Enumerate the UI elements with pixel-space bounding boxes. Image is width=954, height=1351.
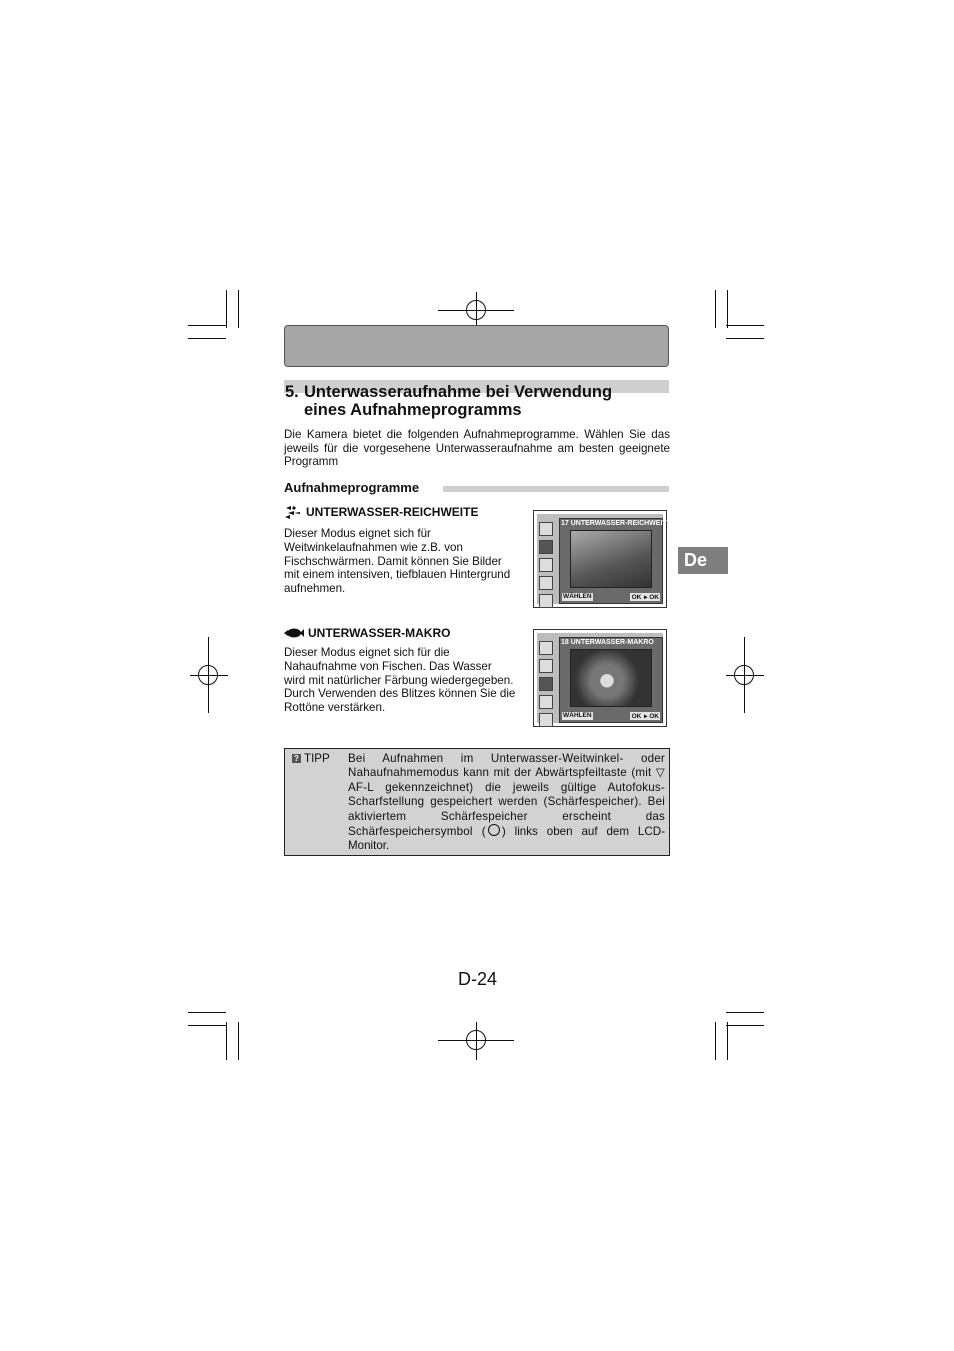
lcd-screenshot-makro: 18 UNTERWASSER-MAKRO WÄHLEN OK ▸ OK	[533, 629, 667, 727]
tip-label-text: TIPP	[304, 752, 330, 765]
tip-label	[292, 752, 330, 765]
title-line-2: eines Aufnahmeprogramms	[304, 401, 522, 419]
lcd-screenshot-reichweite: 17 UNTERWASSER-REICHWEITE WÄHLEN OK ▸ OK	[533, 510, 667, 608]
tip-text	[348, 752, 665, 854]
lcd-ok-button: OK	[649, 594, 659, 601]
lcd-ok-hint: OK	[631, 594, 642, 601]
fish-icon	[284, 627, 304, 639]
mode-title-reichweite	[284, 505, 478, 519]
fish-school-icon	[284, 505, 302, 519]
page-number: D-24	[458, 969, 498, 989]
tip-text-part2b: ) links oben auf dem LCD-Monitor.	[348, 825, 665, 853]
tip-text-part2a: Bei aktiviertem Schärfespeicher erscheint das Schärfespeichersymbol (	[348, 795, 665, 839]
lcd-number: 18	[561, 639, 569, 646]
lcd-label: UNTERWASSER-MAKRO	[570, 639, 654, 646]
mode-title-text: UNTERWASSER-MAKRO	[308, 626, 451, 640]
lcd-number: 17	[561, 520, 569, 527]
question-icon: ?	[292, 754, 301, 763]
mode-title-makro	[284, 626, 450, 640]
section-number: 5.	[285, 383, 299, 401]
clownfish-photo	[570, 649, 652, 707]
subheading: Aufnahmeprogramme	[284, 480, 420, 495]
language-tab	[678, 547, 728, 574]
mode-description: Dieser Modus eignet sich für die Nahaufnahme von Fischen. Das Wasser wird mit natürlicher Färbung wiedergegeben. Durch Verwenden des Blitzes können Sie die Rottöne verstärken.	[284, 646, 516, 715]
lcd-ok-button: OK	[649, 713, 659, 720]
mode-description: Dieser Modus eignet sich für Weitwinkelaufnahmen wie z.B. von Fischschwärmen. Damit können Sie Bilder mit einem intensiven, tiefblauen Hintergrund aufnehmen.	[284, 527, 511, 596]
lcd-label: UNTERWASSER-REICHWEITE	[570, 520, 672, 527]
fish-school-photo	[570, 530, 652, 588]
language-tab-label: De	[684, 550, 708, 570]
title-line-1: Unterwasseraufnahme bei Verwendung	[304, 383, 613, 401]
lcd-menu-icons	[539, 641, 555, 731]
lcd-select-hint: WÄHLEN	[563, 593, 592, 600]
lcd-menu-icons	[539, 522, 555, 612]
section-title	[285, 383, 675, 419]
subheading-bar	[443, 486, 669, 492]
tip-text-part1: Bei Aufnahmen im Unterwasser-Weitwinkel- oder Nahaufnahmemodus kann mit der Abwärtspfeiltaste (mit ▽ AF-L gekennzeichnet) die jeweils gültige Autofokus-Scharfstellung gespeichert werden (Schärfespeicher).	[348, 752, 665, 809]
intro-paragraph: Die Kamera bietet die folgenden Aufnahmeprogramme. Wählen Sie das jeweils für die vorgesehene Unterwasseraufnahme am besten geeignete Programm	[284, 428, 670, 469]
lcd-select-hint: WÄHLEN	[563, 712, 592, 719]
focus-lock-icon	[488, 824, 500, 836]
lcd-ok-hint: OK	[631, 713, 642, 720]
mode-title-text: UNTERWASSER-REICHWEITE	[306, 505, 479, 519]
header-band	[284, 325, 669, 367]
